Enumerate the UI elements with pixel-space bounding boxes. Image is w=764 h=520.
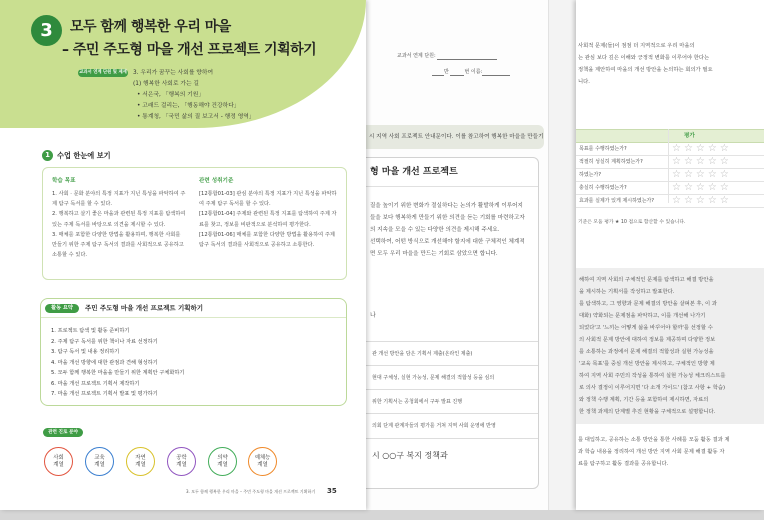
body-line: 면 모두 우리 마을을 만드는 기회로 삼았으면 합니다. [370,251,498,257]
chapter-title-line2: – 주민 주도형 마을 개선 프로젝트 기획하기 [62,42,317,58]
list-item: 6. 마을 개선 프로젝트 기획서 제작하기 [51,380,140,387]
lesson-overview-box [42,167,347,280]
instruction-text: 시 지역 사회 프로젝트 안내문이다. 이를 참고하여 행복한 마을을 만들기 [369,134,544,140]
learning-goals-column [52,177,186,260]
body-line: 의 사회적 문제 방안에 대하여 정보를 제공하며 다양한 정보 [579,337,716,343]
activity-summary-box [40,298,347,406]
body-line: 선택하여, 어떤 방식으로 개선해야 할지에 대한 구체적인 체계적 [370,239,525,245]
achievement-standards-column [199,177,340,250]
body-line: 을 제시하는 기획서를 작성하고 발표한다. [579,289,675,295]
body-line: 와 정책 수행 계획, 기간 등을 포함하여 제시하면, 자료의 [579,397,709,403]
star-rating-icon: ☆☆☆☆☆ [672,143,732,154]
star-rating-icon: ☆☆☆☆☆ [672,195,732,206]
body-line: 는 관심 보다 깊은 이해와 긍정적 변화를 이루어야 한다는 [578,55,710,61]
activity-summary-title: 주민 주도형 마을 개선 프로젝트 기획하기 [85,304,204,312]
textbook-page-right [576,0,764,510]
achievement-standard: [12통합01-03] 관심 분야의 특정 지표가 지닌 특성을 파악하여 주제 탐구 독서를 할 수 있다. [199,191,337,208]
unit-blank [437,53,497,60]
table-row: 충실히 수행하였는가? ☆☆☆☆☆ [576,182,764,195]
closing-text [578,434,730,470]
list-item: 1. 프로젝트 탐색 및 활동 준비하기 [51,328,130,334]
intro-text [578,40,713,88]
teacher-guide-box [576,268,764,424]
achievement-standards-label: 관련 성취기준 [199,178,234,184]
body-line: 로 의사 결정이 이루어지면 '다 소개 가이드' (참고 사항 + 학습) [579,385,726,391]
list-item: 2. 주제 탐구 독서를 위한 책이나 자료 선정하기 [51,338,158,345]
number-label: 번 [464,69,470,75]
textbook-page-left [0,0,366,510]
table-row: 하였는가? ☆☆☆☆☆ [576,169,764,182]
table-row: 목표를 수행하였는가? ☆☆☆☆☆ [576,143,764,156]
evaluation-note: 기준은 모둠 평가 ★ 10 점으로 합산할 수 있습니다. [578,220,686,225]
star-rating-icon: ☆☆☆☆☆ [672,182,732,193]
schedule-row: 현대 구체성, 실현 가능성, 문제 해결의 적합성 등을 심의 [366,365,538,390]
schedule-row: 관 개선 방안을 담은 기획서 제출(온라인 제출) [366,341,538,366]
page-footer-title: 3. 모두 함께 행복한 우리 마을 – 주민 주도형 마을 개선 프로젝트 기획하기 [186,489,316,494]
name-label: 이름: [470,69,483,75]
worksheet-unit-label: 교과서 연계 단원: [397,52,497,60]
list-item: 4. 마을 개선 방향에 대한 관점과 견해 형성하기 [51,359,158,366]
section-number-badge: 1 [42,150,53,161]
body-line: 를 탐색하고, 그 영향과 문제 해결의 방안을 살펴본 후, 이 과 [579,301,717,307]
stacked-page-edge [548,0,579,510]
list-item: 3. 탐구 독서 및 내용 정리하기 [51,349,120,355]
body-line: 료를 탐구하고 활동 결과를 공유합니다. [578,461,669,467]
schedule-row: 위한 기획서는 공청회에서 구두 발표 진행 [366,389,538,414]
table-row: 적절히 성실히 계획하였는가? ☆☆☆☆☆ [576,156,764,169]
list-item: 7. 마을 개선 프로젝트 기획서 발표 및 평가하기 [51,391,158,397]
chapter-number-badge: 3 [31,15,62,46]
schedule-row: 의회 단계 관계자들의 평가를 거쳐 지역 사회 운영에 반영 [366,413,538,439]
body-line: 니다. [578,79,590,85]
linked-reference: • 고래드 걸리는, 「행동해야 건강하다」 [137,103,240,109]
linked-unit: 3. 우리가 꿈꾸는 사회를 향하여 [133,70,214,76]
evaluation-table-header [576,129,764,143]
linked-subunit: (1) 행복한 사회로 가는 길 [133,81,199,87]
learning-goal: 2. 행복하고 살기 좋은 마을과 관련된 특정 지표를 탐색하여 있는 주제 독서를 바탕으로 의견을 제시할 수 있다. [52,211,186,228]
project-notice-box [366,157,539,489]
body-line: 한 정책 과제의 단계별 추진 현황을 구체적으로 설명합니다. [579,409,716,415]
instruction-strip [366,125,544,149]
body-line: 하여 지역 사회 주민의 작성을 통하여 실현 가능성 체크리스트를 [579,373,726,379]
body-line: 를 소통하는 과정에서 문제 해결의 적합성과 실현 가능성을 [579,349,714,355]
table-divider [668,129,669,203]
body-line: 의 지속을 모을 수 있는 다양한 의견을 제시해 주세요. [370,227,500,233]
body-line: 과 학습 내용을 정리하여 개선 방안 지역 사회 문제 해결 활동 자 [578,449,725,455]
career-field-arts-sports: 예체능 계열 [248,447,277,476]
body-line: 해하여 지역 사회의 구체적인 문제를 탐색하고 해결 방안을 [579,277,714,283]
evaluation-table [576,129,764,208]
list-item: 5. 모두 함께 행복한 마을을 만들기 위한 계획안 구체화하기 [51,370,185,376]
evaluation-header-label: 평가 [684,133,695,139]
table-row: 효과를 실제가 있게 제시하였는가? ☆☆☆☆☆ [576,195,764,208]
star-rating-icon: ☆☆☆☆☆ [672,169,732,180]
body-line: 되었다'고 '느끼는 어떻게 삶을 바꾸어야 할까'를 선정할 수 [579,325,713,331]
body-line: 대화) 약화되는 문제점을 파악하고, 이를 개선해 나가기 [579,313,706,319]
star-rating-icon: ☆☆☆☆☆ [672,156,732,167]
project-notice-header [366,158,538,187]
body-line: 정책을 제안하여 마을의 개선 방안을 논의하는 회의가 필요 [578,67,713,73]
learning-goal: 3. 매체를 포함한 다양한 방법을 활용하며, 행복한 사회를 만들기 위한 주제 탐구 독서의 결과를 사회적으로 공유하고 소통할 수 있다. [52,231,184,259]
project-notice-body [370,200,525,260]
page-number: 35 [327,487,337,495]
career-field-engineering: 공학 계열 [167,447,196,476]
chapter-title-line1: 모두 함께 행복한 우리 마을 [70,19,231,35]
activity-summary-header [41,299,346,318]
project-notice-title: 형 마을 개선 프로젝트 [370,167,458,177]
career-field-social: 사회 계열 [44,447,73,476]
student-info-line [432,68,510,76]
linked-reference: • 서은국, 「행복의 기원」 [137,92,205,98]
learning-goals-label: 학습 목표 [52,178,76,184]
body-line: 를 대입하고, 공유하는 소통 방안을 통한 사례를 모둠 활동 결과 제 [578,437,730,443]
career-field-education: 교육 계열 [85,447,114,476]
textbook-link-tag: 교과서 연계 단원 및 제재 [79,70,127,75]
achievement-standard: [12통합01-04] 주제와 관련된 특정 지표를 탐색하여 주제 자료를 찾고, 정보를 비판적으로 분석하여 평가한다. [199,211,337,228]
activity-summary-tag: 활동 요약 [45,304,79,313]
career-field-medicine: 의약 계열 [208,447,237,476]
activity-steps-list [51,326,184,400]
issuer-signature: 시 ○○구 복지 정책과 [372,451,448,460]
class-label: 반 [444,69,449,75]
worksheet-page [366,0,548,510]
achievement-standard: [12통합01-06] 매체를 포함한 다양한 방법을 활용하여 주제 탐구 독서의 결과를 사회적으로 공유하고 소통한다. [199,231,335,249]
career-field-natural-science: 자연 계열 [126,447,155,476]
career-field-tag: 관련 진로 분야 [43,428,83,437]
learning-goal: 1. 사회 · 문화 분야의 특정 지표가 지닌 특성을 파악하여 주제 탐구 독서를 할 수 있다. [52,191,186,208]
section-title: 수업 한눈에 보기 [57,151,111,160]
linked-reference: • 통계청, 「국민 삶의 질 보고서 - 행정 영역」 [137,114,255,120]
body-line: 사회적 문제(들)이 점점 더 지역적으로 우리 마을의 [578,43,695,49]
body-line: 질을 높이기 위한 변화가 절실하다는 논의가 활발하게 이루어지 [370,203,523,209]
body-line: '교육 목표'를 중심 개선 방안을 제시하고, 구체적인 방향 제 [579,361,715,367]
body-line: 들을 보다 행복하게 만들기 위한 의견을 듣는 기회를 마련하고자 [370,215,525,221]
notice-subheading: 나 [370,312,376,319]
